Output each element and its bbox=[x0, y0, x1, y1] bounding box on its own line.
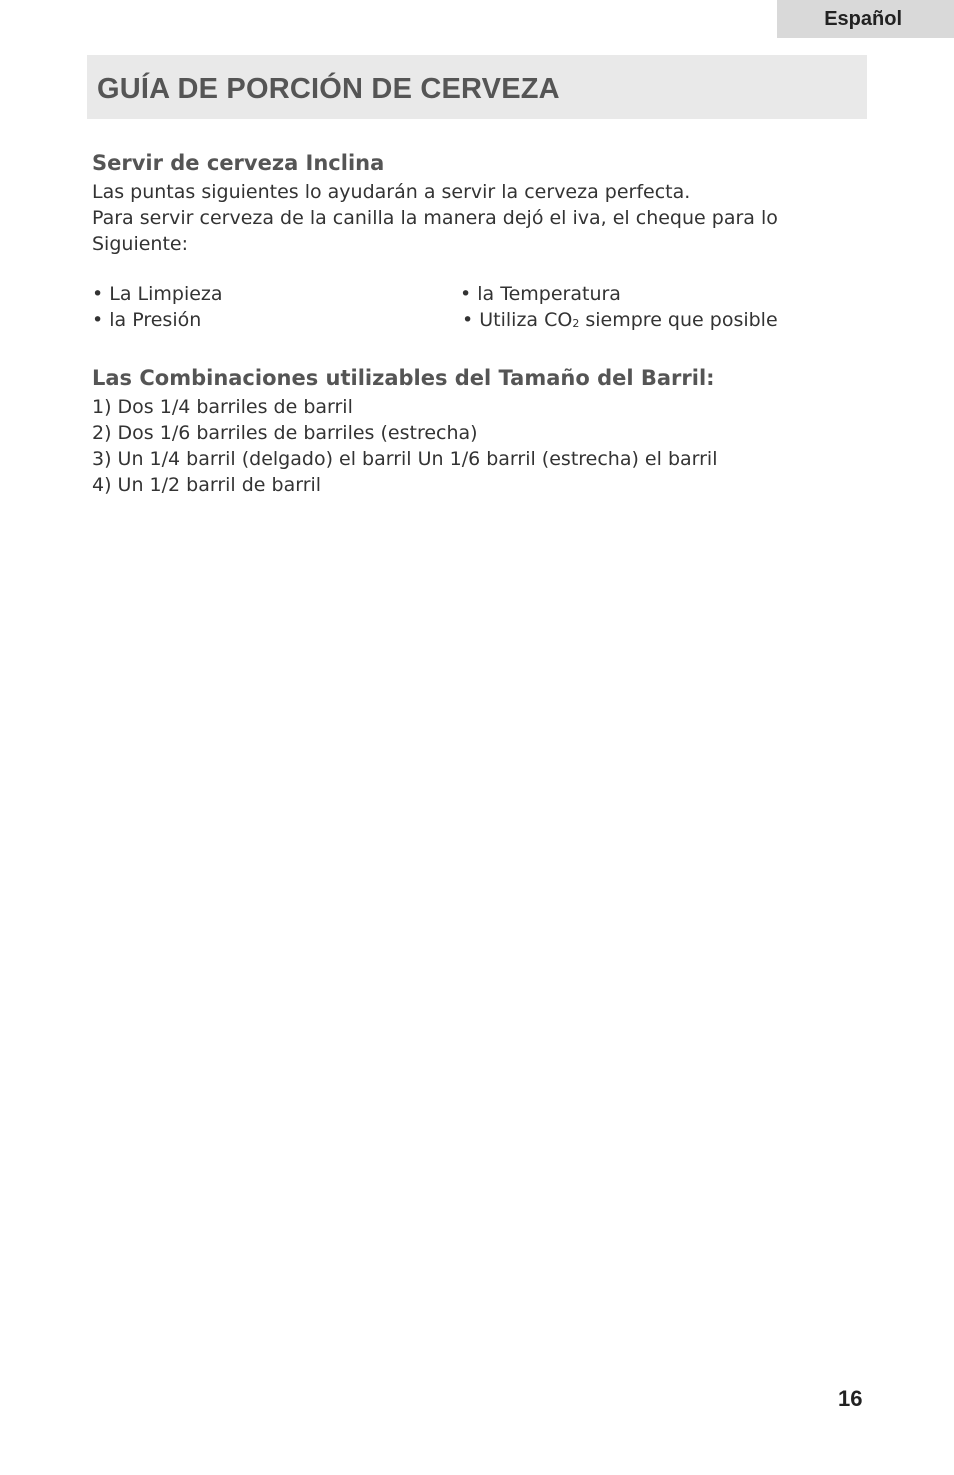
language-tab: Español bbox=[777, 0, 954, 38]
list-item: 4) Un 1/2 barril de barril bbox=[92, 474, 322, 496]
page-title: GUÍA DE PORCIÓN DE CERVEZA bbox=[97, 73, 560, 105]
paragraph-line: Para servir cerveza de la canilla la manera dejó el iva, el cheque para lo bbox=[92, 207, 778, 229]
co2-subscript: 2 bbox=[572, 317, 580, 330]
bullet-co2-prefix: • Utiliza CO bbox=[462, 309, 573, 331]
page-number: 16 bbox=[838, 1386, 863, 1411]
paragraph-line: Las puntas siguientes lo ayudarán a servir la cerveza perfecta. bbox=[92, 181, 691, 203]
paragraph-line: Siguiente: bbox=[92, 233, 188, 255]
list-item: 1) Dos 1/4 barriles de barril bbox=[92, 396, 353, 418]
bullet-co2 bbox=[462, 309, 778, 331]
section-heading-keg-combinations: Las Combinaciones utilizables del Tamaño del Barril: bbox=[92, 366, 715, 390]
list-item: 2) Dos 1/6 barriles de barriles (estrecha) bbox=[92, 422, 478, 444]
bullet-co2-suffix: siempre que posible bbox=[579, 309, 778, 331]
title-banner bbox=[87, 55, 867, 119]
list-item: 3) Un 1/4 barril (delgado) el barril Un 1/6 barril (estrecha) el barril bbox=[92, 448, 718, 470]
section-heading-serving-tips: Servir de cerveza Inclina bbox=[92, 151, 385, 175]
bullet-temperature: • la Temperatura bbox=[460, 283, 621, 305]
bullet-pressure: • la Presión bbox=[92, 309, 202, 331]
bullet-cleanliness: • La Limpieza bbox=[92, 283, 223, 305]
